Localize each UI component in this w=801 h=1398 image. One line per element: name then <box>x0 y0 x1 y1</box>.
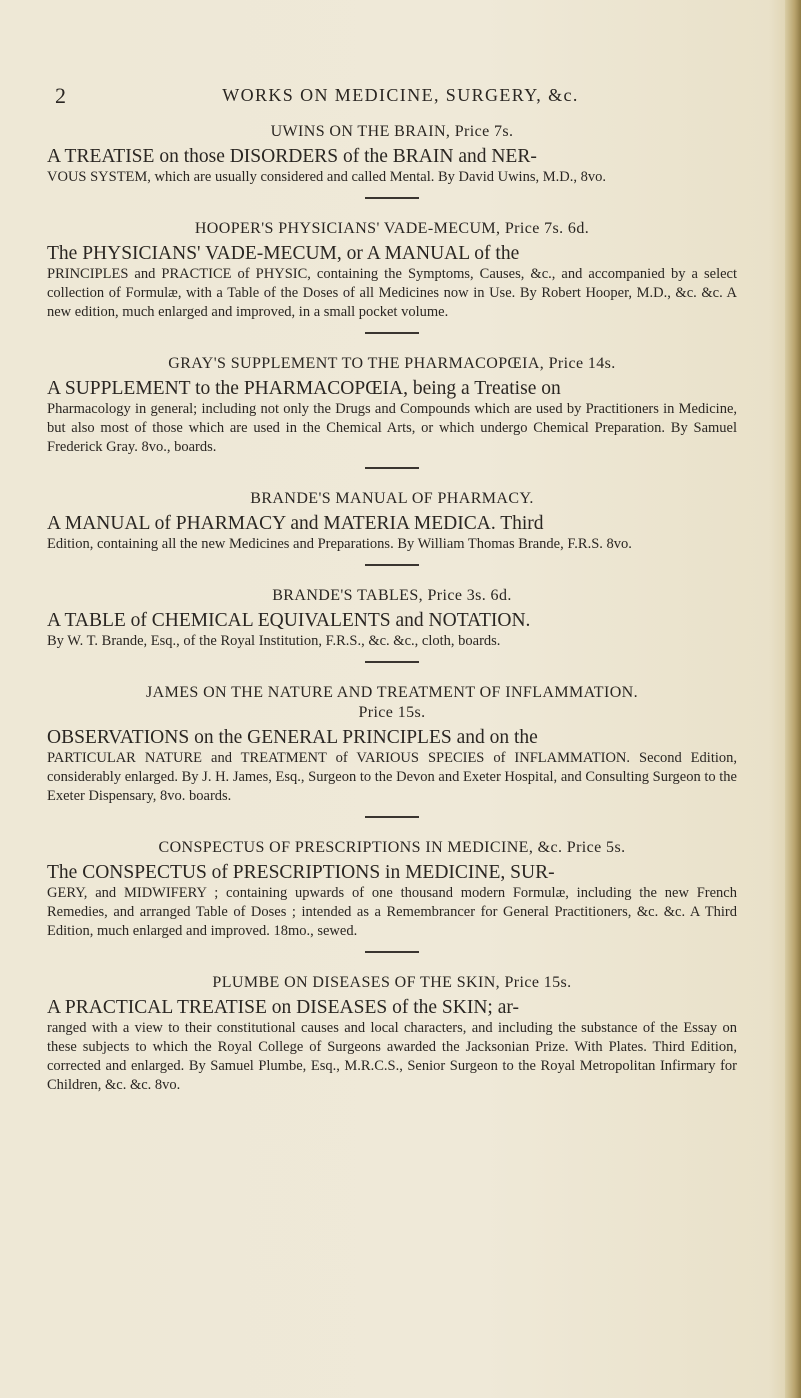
entry-body: By W. T. Brande, Esq., of the Royal Institution, F.R.S., &c. &c., cloth, boards. <box>47 633 501 649</box>
divider-rule <box>365 467 419 469</box>
divider-rule <box>365 661 419 663</box>
divider-rule <box>365 951 419 953</box>
entry-heading: GRAY'S SUPPLEMENT TO THE PHARMACOPŒIA, Price 14s. <box>168 355 616 372</box>
entry-body: Pharmacology in general; including not only the Drugs and Compounds which are used by Practitioners in Medicine, but also most of those which are used in the Chemical Arts, or which undergo Chemical Preparation. By Samuel Frederick Gray. 8vo., boards. <box>47 401 737 455</box>
entry-heading: HOOPER'S PHYSICIANS' VADE-MECUM, Price 7s. 6d. <box>194 220 590 237</box>
entry-body: VOUS SYSTEM, which are usually considered and called Mental. By David Uwins, M.D., 8vo. <box>47 169 606 185</box>
entry-lead: A MANUAL of PHARMACY and MATERIA MEDICA. Third <box>47 513 544 534</box>
page-header <box>0 85 801 109</box>
entry-body: GERY, and MIDWIFERY ; containing upwards of one thousand modern Formulæ, including the new French Remedies, and arranged Table of Doses ; intended as a Remembrancer for General Practitioners, &c. &c. A Third Edition, much enlarged and improved. 18mo., sewed. <box>47 885 737 939</box>
entry-body: PARTICULAR NATURE and TREATMENT of VARIOUS SPECIES of INFLAMMATION. Second Edition, considerably enlarged. By J. H. James, Esq., Surgeon to the Devon and Exeter Hospital, and Consulting Surgeon to the Exeter Dispensary, 8vo. boards. <box>47 750 737 804</box>
entry-lead: A TREATISE on those DISORDERS of the BRAIN and NER- <box>47 146 537 167</box>
divider-rule <box>365 816 419 818</box>
entry-heading: JAMES ON THE NATURE AND TREATMENT OF INFLAMMATION. <box>145 684 639 701</box>
entry-lead: The PHYSICIANS' VADE-MECUM, or A MANUAL of the <box>47 243 520 264</box>
entry-body: PRINCIPLES and PRACTICE of PHYSIC, containing the Symptoms, Causes, &c., and accompanied by a select collection of Formulæ, with a Table of the Doses of all Medicines now in Use. By Robert Hooper, M.D., &c. &c. A new edition, much enlarged and improved, in a small pocket volume. <box>47 266 737 320</box>
divider-rule <box>365 197 419 199</box>
entry-brande-tables <box>47 586 737 651</box>
entry-hooper <box>47 219 737 322</box>
entry-body: ranged with a view to their constitutional causes and local characters, and including the substance of the Essay on these subjects to which the Royal College of Surgeons awarded the Jacksonian Prize. With Plates. Third Edition, corrected and enlarged. By Samuel Plumbe, Esq., M.R.C.S., Senior Surgeon to the Royal Metropolitan Infirmary for Children, &c. &c. 8vo. <box>47 1020 737 1093</box>
entry-heading: CONSPECTUS OF PRESCRIPTIONS IN MEDICINE, &c. Price 5s. <box>158 839 626 856</box>
entry-brande-manual <box>47 489 737 554</box>
entry-price: Price 15s. <box>358 704 426 721</box>
entry-lead: The CONSPECTUS of PRESCRIPTIONS in MEDICINE, SUR- <box>47 862 555 883</box>
page-edge <box>785 0 801 1398</box>
catalogue-entries <box>47 122 737 1095</box>
entry-body: Edition, containing all the new Medicines and Preparations. By William Thomas Brande, F.R.S. 8vo. <box>47 536 632 552</box>
running-head: WORKS ON MEDICINE, SURGERY, &c. <box>222 85 579 105</box>
entry-lead: A PRACTICAL TREATISE on DISEASES of the SKIN; ar- <box>47 997 519 1018</box>
divider-rule <box>365 564 419 566</box>
entry-plumbe <box>47 973 737 1095</box>
entry-uwins <box>47 122 737 187</box>
entry-heading: BRANDE'S MANUAL OF PHARMACY. <box>250 490 534 507</box>
entry-heading: BRANDE'S TABLES, Price 3s. 6d. <box>272 587 512 604</box>
entry-gray <box>47 354 737 457</box>
entry-heading: UWINS ON THE BRAIN, Price 7s. <box>270 123 514 140</box>
entry-lead: OBSERVATIONS on the GENERAL PRINCIPLES and on the <box>47 727 538 748</box>
entry-conspectus <box>47 838 737 941</box>
divider-rule <box>365 332 419 334</box>
page-number: 2 <box>55 83 66 108</box>
entry-lead: A SUPPLEMENT to the PHARMACOPŒIA, being a Treatise on <box>47 378 561 399</box>
entry-james <box>47 683 737 806</box>
entry-heading: PLUMBE ON DISEASES OF THE SKIN, Price 15s. <box>212 974 572 991</box>
entry-lead: A TABLE of CHEMICAL EQUIVALENTS and NOTATION. <box>47 610 531 631</box>
